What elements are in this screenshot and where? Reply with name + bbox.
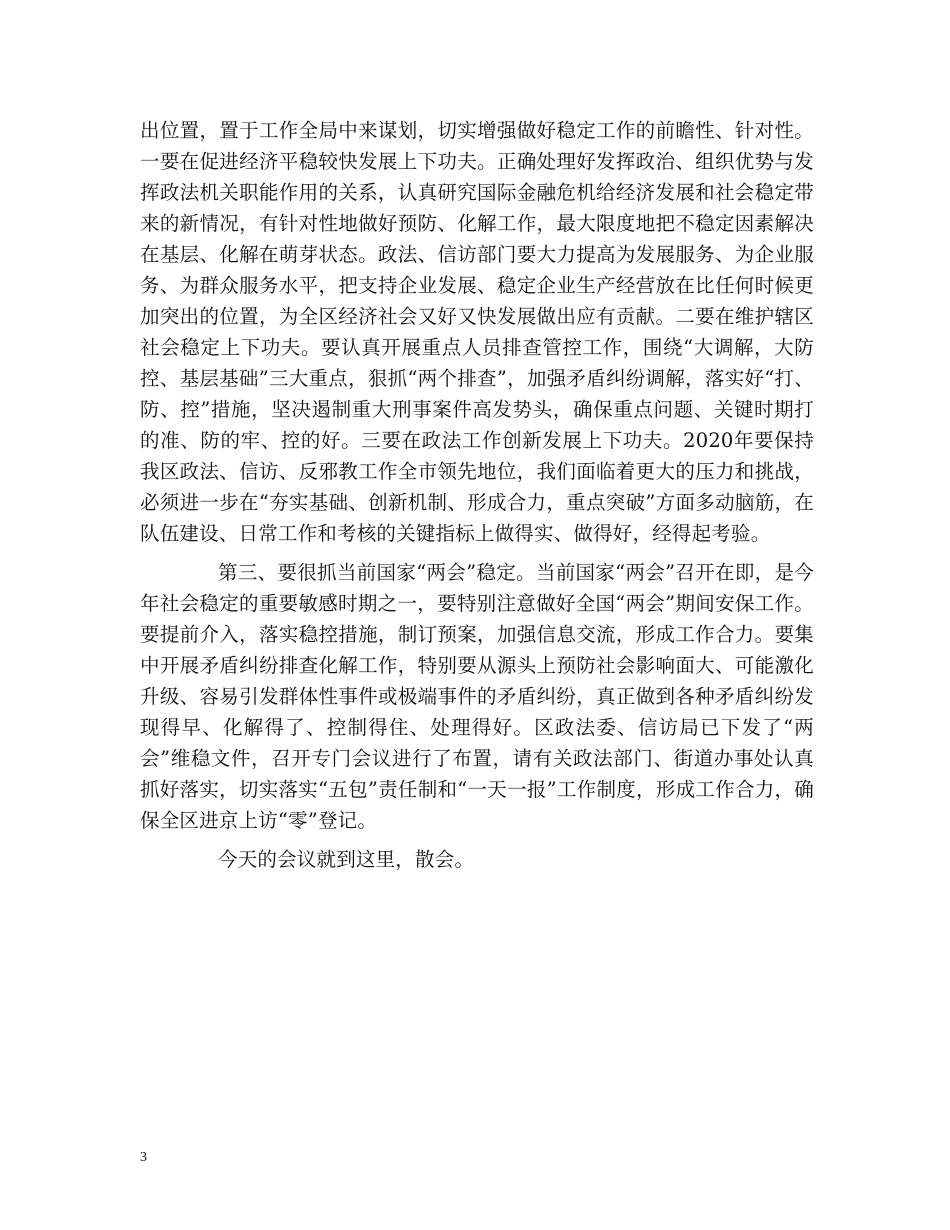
paragraph-third-point: 第三、要很抓当前国家“两会”稳定。当前国家“两会”召开在即，是今年社会稳定的重要敏感时期之一，要特别注意做好全国“两会”期间安保工作。要提前介入，落实稳控措施，制订预案，加强信息交流，形成工作合力。要集中开展矛盾纠纷排查化解工作，特别要从源头上预防社会影响面大、可能激化升级、容易引发群体性事件或极端事件的矛盾纠纷，真正做到各种矛盾纠纷发现得早、化解得了、控制得住、处理得好。区政法委、信访局已下发了“两会”维稳文件，召开专门会议进行了布置，请有关政法部门、街道办事处认真抓好落实，切实落实“五包”责任制和“一天一报”工作制度，形成工作合力，确保全区进京上访“零”登记。	[140, 561, 814, 832]
document-body	[140, 115, 814, 875]
paragraph-closing: 今天的会议就到这里，散会。	[218, 848, 475, 871]
paragraph-continuation: 出位置，置于工作全局中来谋划，切实增强做好稳定工作的前瞻性、针对性。一要在促进经济平稳较快发展上下功夫。正确处理好发挥政治、组织优势与发挥政法机关职能作用的关系，认真研究国际金融危机给经济发展和社会稳定带来的新情况，有针对性地做好预防、化解工作，最大限度地把不稳定因素解决在基层、化解在萌芽状态。政法、信访部门要大力提高为发展服务、为企业服务、为群众服务水平，把支持企业发展、稳定企业生产经营放在比任何时候更加突出的位置，为全区经济社会又好又快发展做出应有贡献。二要在维护辖区社会稳定上下功夫。要认真开展重点人员排查管控工作，围绕“大调解，大防控、基层基础”三大重点，狠抓“两个排查”，加强矛盾纠纷调解，落实好“打、防、控”措施，坚决遏制重大刑事案件高发势头，确保重点问题、关键时期打的准、防的牢、控的好。三要在政法工作创新发展上下功夫。2020年要保持我区政法、信访、反邪教工作全市领先地位，我们面临着更大的压力和挑战，必须进一步在“夯实基础、创新机制、形成合力，重点突破”方面多动脑筋，在队伍建设、日常工作和考核的关键指标上做得实、做得好，经得起考验。	[140, 119, 814, 545]
page-number: 3	[140, 1150, 147, 1165]
